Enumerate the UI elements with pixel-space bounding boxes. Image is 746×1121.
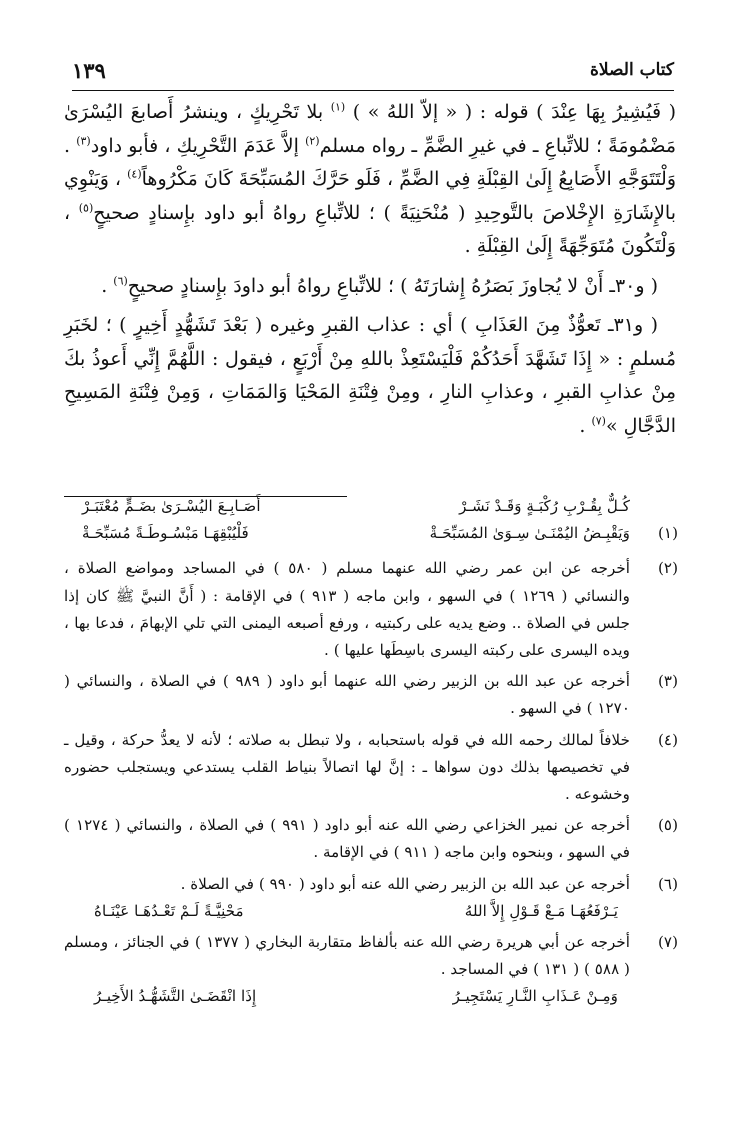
text-run: ( فَيُشِيرُ بِهَا عِنْدَ ) قوله : ( « إلاّ اللهُ » ) bbox=[352, 101, 676, 123]
verse-line bbox=[64, 898, 678, 925]
verse-hemistich: مَحْنِيَّـةً لَـمْ تَعْـدُهَـا عَيْنَـاهُ bbox=[94, 901, 244, 920]
footnote-ref-7: (٧) bbox=[591, 414, 606, 428]
verse-line bbox=[64, 520, 678, 547]
footnote-text: خلافاً لمالك رحمه الله في قوله باستحبابه ، ولا تبطل به صلاته ؛ لأنه لا يعدُّ حركة ، وقيل ـ في تخصيصها بذلك دون سواها ـ : إنَّ لها اتصالاً بنياط القلب يستدعي ويستجلب حضوره وخشوعه . bbox=[64, 730, 630, 804]
paragraph-1 bbox=[64, 96, 676, 264]
footnote-number: (٧) bbox=[657, 933, 678, 952]
footnote-number: (٤) bbox=[657, 730, 678, 749]
verse-hemistich: يَـرْفَعُهَـا مَـعْ قَـوْلِ إِلاَّ اللهُ bbox=[464, 901, 618, 920]
text-run: . وَلْتَتَوَجَّهِ الأَصَابِعُ إِلَىٰ القِبْلَةِ فِي الضَّمِّ ، فَلَو حَرَّكَ المُسَبِّحَةَ كَانَ مَكْرُوهاً bbox=[64, 134, 676, 190]
footnote-ref-4: (٤) bbox=[127, 167, 142, 181]
page-number: ١٣٩ bbox=[72, 58, 106, 83]
footnote-text: أخرجه عن عبد الله بن الزبير رضي الله عنه أبو داود ( ٩٩٠ ) في الصلاة . bbox=[180, 874, 630, 893]
verse-hemistich: فَلْيُبْقِهَـا مَبْسُـوطَـةً مُسَبِّحَـةْ bbox=[82, 524, 249, 543]
verse-hemistich: وَيَقْبِـضُ اليُمْنَـىٰ سِـوَىٰ المُسَبِّحَـةْ bbox=[429, 524, 630, 543]
footnote-ref-2: (٢) bbox=[305, 134, 320, 148]
footnote-text: أخرجه عن ابن عمر رضي الله عنهما مسلم ( ٥٨٠ ) في المساجد ومواضع الصلاة ، والنسائي ( ١٢٦٩ ) في السهو ، وابن ماجه ( ٩١٣ ) في الإقامة : ( أَنَّ النبيَّ ﷺ كان إذا جلس في الصلاة .. وضع يديه على ركبتيه ، ورفع أصبعه اليمنى التي تلي الإبهامَ ، فدعا بها ، ويده اليسرى على ركبته اليسرى باسِطَها عليها ) . bbox=[64, 559, 630, 660]
footnote-text: أخرجه عن عبد الله بن الزبير رضي الله عنهما أبو داود ( ٩٨٩ ) في الصلاة ، والنسائي ( ١٢٧٠ ) في السهو . bbox=[64, 672, 631, 718]
footnote-ref-5: (٥) bbox=[78, 201, 94, 215]
verse-hemistich: كُـلٌّ بِقُـرْبِ رُكْبَـةٍ وَقَـدْ نَشَـرْ bbox=[459, 497, 630, 515]
text-run: . bbox=[579, 414, 592, 437]
footnote-7 bbox=[64, 929, 678, 983]
footnote-number: (٢) bbox=[657, 559, 678, 578]
verse-hemistich: إِذَا انْقَضَـىٰ التَّشَهُّـدُ الأَخِيـرُ bbox=[94, 987, 257, 1006]
text-run: إلاَّ عَدَمَ التَّحْرِيكِ ، فأبو داود bbox=[90, 134, 306, 157]
verse-hemistich: أَصَـابِـعَ اليُسْـرَىٰ بضَـمٍّ مُعْتَبَـرْ bbox=[82, 497, 261, 515]
footnote-6 bbox=[64, 871, 678, 898]
footnote-ref-6: (٦) bbox=[113, 274, 128, 288]
text-run: ، وَيَنْوِي بالإِشَارَةِ الإِخْلاصَ بالتَّوحِيدِ ( مُنْحَنِيَةً ) ؛ للاتِّباعِ رواهُ أبو داود بإِسنادٍ صحيحٍ bbox=[64, 168, 677, 224]
footnote-number: (٥) bbox=[657, 816, 678, 835]
footnote-number: (٣) bbox=[657, 672, 678, 691]
footnote-4 bbox=[64, 727, 678, 809]
footnote-number: (٦) bbox=[657, 874, 678, 893]
footnote-ref-3: (٣) bbox=[76, 134, 91, 148]
verse-hemistich: وَمِـنْ عَـذَابِ النَّـارِ يَسْتَجِيـرُ bbox=[452, 987, 618, 1006]
footnote-number: (١) bbox=[657, 524, 678, 542]
paragraph-2 bbox=[64, 270, 676, 304]
footnote-text: أخرجه عن أبي هريرة رضي الله عنه بألفاظ متقاربة البخاري ( ١٣٧٧ ) في الجنائز ، ومسلم ( ٥٨٨ ) ( ١٣١ ) في المساجد . bbox=[64, 933, 630, 979]
text-run: بلا تَحْرِيكٍ ، وينشرُ أَصابعَ اليُسْرَىٰ مَضْمُومَةً ؛ للاتِّباعِ ـ في غيرِ الضَّمِّ ـ رواه مسلم bbox=[64, 101, 676, 157]
text-run: ( و٣٠ـ أَنْ لا يُجاوزَ بَصَرُهُ إِشارَتَهُ ) ؛ للاتِّباعِ رواهُ أبو داودَ بإِسنادٍ صحيحٍ bbox=[127, 274, 658, 297]
book-title: كتاب الصلاة bbox=[589, 60, 674, 80]
main-text bbox=[64, 96, 676, 443]
verse-line bbox=[64, 493, 678, 520]
paragraph-3 bbox=[64, 309, 676, 443]
verse-line bbox=[64, 983, 678, 1010]
footnote-5 bbox=[64, 812, 678, 866]
footnote-text: أخرجه عن نمير الخزاعي رضي الله عنه أبو داود ( ٩٩١ ) في الصلاة ، والنسائي ( ١٢٧٤ ) في السهو ، وبنحوه وابن ماجه ( ٩١١ ) في الإقامة . bbox=[64, 816, 631, 862]
footnotes bbox=[64, 497, 678, 1011]
page-header bbox=[72, 58, 674, 91]
text-run: . bbox=[101, 274, 114, 297]
footnote-2 bbox=[64, 555, 678, 664]
text-run: ( و٣١ـ تَعوُّذٌ مِنَ العَذَابِ ) أي : عذاب القبرِ وغيره ( بَعْدَ تَشَهُّدٍ أَخِيرٍ ) ؛ لخَبَرِ مُسلمٍ : « إِذَا تَشَهَّدَ أَحَدُكُمْ فَلْيَسْتَعِذْ باللهِ مِنْ أَرْبَعٍ ، فيقول : اللَّهُمَّ إِنِّي أَعوذُ بكَ مِنْ عذابِ القبرِ ، وعذابِ النارِ ، ومِنْ فِتْنَةِ المَحْيَا وَالمَمَاتِ ، وَمِنْ فِتْنَةِ المَسِيحِ الدَّجَّالِ » bbox=[64, 314, 676, 437]
footnote-ref-1: (١) bbox=[330, 100, 346, 114]
footnote-3 bbox=[64, 668, 678, 722]
text-run: ، وَلْتَكُونَ مُتَوَجِّهَةً إِلَىٰ القِبْلَةِ . bbox=[64, 201, 676, 257]
